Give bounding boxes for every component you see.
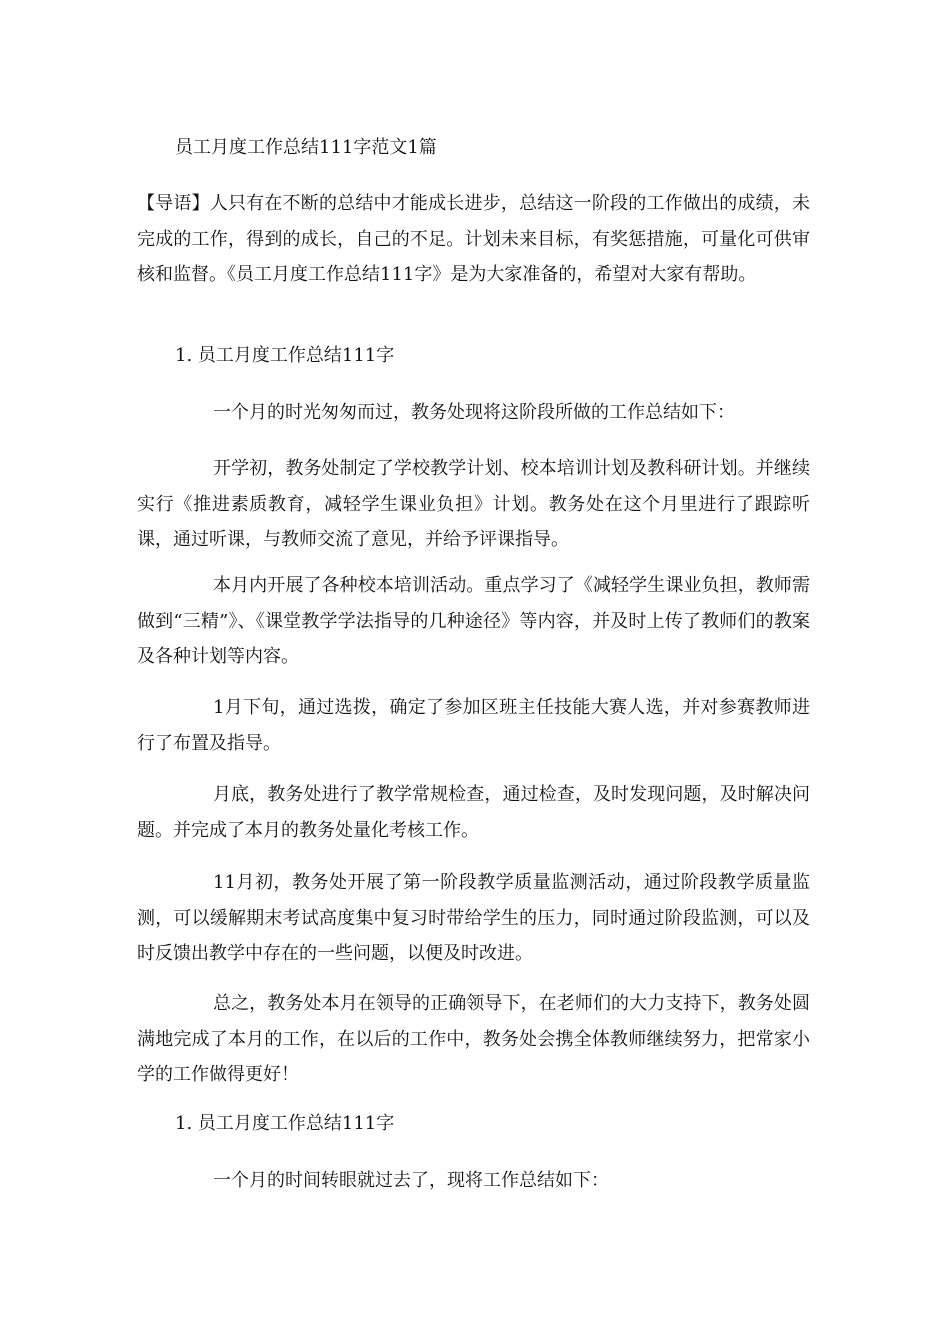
section-heading-1: 1. 员工月度工作总结111字 — [175, 345, 395, 366]
section1-paragraph-2: 开学初，教务处制定了学校教学计划、校本培训计划及教科研计划。并继续实行《推进素质教育，减轻学生课业负担》计划。教务处在这个月里进行了跟踪听课，通过听课，与教师交流了意见，并给予评课指导。 — [137, 458, 810, 550]
section2-paragraph-1: 一个月的时间转眼就过去了，现将工作总结如下： — [213, 1170, 609, 1191]
section1-paragraph-1: 一个月的时光匆匆而过，教务处现将这阶段所做的工作总结如下： — [213, 402, 735, 423]
section-heading-2: 1. 员工月度工作总结111字 — [175, 1113, 395, 1134]
section1-paragraph-7: 总之，教务处本月在领导的正确领导下，在老师们的大力支持下，教务处圆满地完成了本月的工作，在以后的工作中，教务处会携全体教师继续努力，把常家小学的工作做得更好！ — [137, 993, 810, 1085]
section1-paragraph-3: 本月内开展了各种校本培训活动。重点学习了《减轻学生课业负担，教师需做到“三精”》、《课堂教学学法指导的几种途径》等内容，并及时上传了教师们的教案及各种计划等内容。 — [137, 575, 810, 667]
section1-paragraph-5: 月底，教务处进行了教学常规检查，通过检查，及时发现问题，及时解决问题。并完成了本月的教务处量化考核工作。 — [137, 784, 810, 841]
intro-paragraph: 【导语】人只有在不断的总结中才能成长进步，总结这一阶段的工作做出的成绩，未完成的工作，得到的成长，自己的不足。计划未来目标，有奖惩措施，可量化可供审核和监督。《员工月度工作总结111字》是为大家准备的，希望对大家有帮助。 — [137, 193, 810, 285]
section1-paragraph-4: 1月下旬，通过选拨，确定了参加区班主任技能大赛人选，并对参赛教师进行了布置及指导。 — [137, 697, 810, 754]
section1-paragraph-6: 11月初，教务处开展了第一阶段教学质量监测活动，通过阶段教学质量监测，可以缓解期末考试高度集中复习时带给学生的压力，同时通过阶段监测，可以及时反馈出教学中存在的一些问题，以便及时改进。 — [137, 872, 810, 964]
document-title: 员工月度工作总结111字范文1篇 — [175, 137, 437, 158]
